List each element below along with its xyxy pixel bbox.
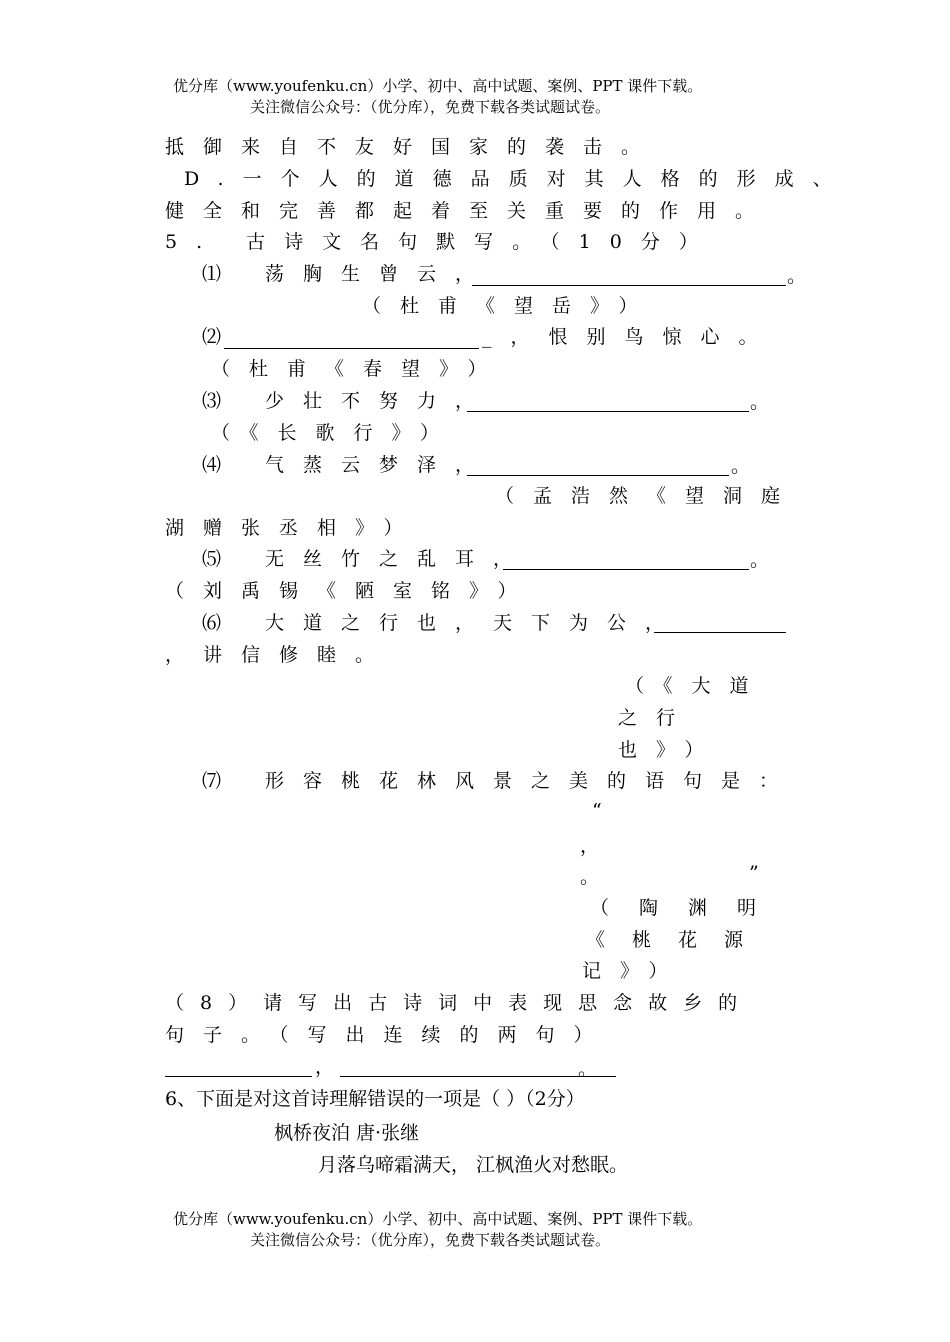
q6-title: 6、下面是对这首诗理解错误的一项是（ ）（2分） <box>165 1088 585 1110</box>
q5-item6-source-b: 之行 <box>618 707 695 729</box>
q5-item2-blank[interactable] <box>224 348 479 349</box>
q5-item8-blank-2[interactable] <box>340 1076 616 1077</box>
q5-item4-text: ⑷ 气蒸云梦泽， <box>202 454 494 476</box>
q4-option-c-end: 抵御来自不友好国家的袭击。 <box>165 136 660 158</box>
header-line-2: 关注微信公众号：（优分库），免费下载各类试题试卷。 <box>250 98 611 116</box>
q5-item7-source-c: 记》） <box>582 960 687 982</box>
q5-item3-end: 。 <box>750 391 770 413</box>
q5-item1-blank[interactable] <box>472 285 786 286</box>
q5-item2-text: _，恨别鸟惊心。 <box>482 326 777 348</box>
q5-item7-source-a: （陶渊明 <box>590 897 787 919</box>
q5-item3-blank[interactable] <box>467 411 749 412</box>
q5-item1-end: 。 <box>787 265 807 287</box>
q5-item7-close-quote: ” <box>749 862 759 884</box>
q5-item7-period: 。 <box>580 866 600 888</box>
q5-item7-source-b: 《桃花源 <box>586 929 771 951</box>
q5-item7-comma: ， <box>580 835 600 857</box>
q5-item7-open-quote: “ <box>592 800 602 822</box>
q5-item6-source-c: 也》） <box>618 739 723 761</box>
q5-item5-text: ⑸ 无丝竹之乱耳， <box>202 548 532 570</box>
q5-item5-blank[interactable] <box>503 569 749 570</box>
q5-item6-source-a: （《大道 <box>625 675 768 697</box>
q5-item4-source-b: 湖赠张丞相》） <box>165 517 422 539</box>
q5-item2-num: ⑵ <box>202 326 222 348</box>
q5-item4-end: 。 <box>731 455 751 477</box>
q4-option-d-line1: D.一个人的道德品质对其人格的形成、 <box>184 168 851 190</box>
q5-item8-end: 。 <box>578 1058 598 1080</box>
q5-item7-text: ⑺ 形容桃花林风景之美的语句是： <box>202 770 798 792</box>
header-line-1: 优分库（www.youfenku.cn）小学、初中、高中试题、案例、PPT 课件下载。 <box>173 77 703 95</box>
q5-item5-end: 。 <box>750 549 770 571</box>
q5-item6-text: ⑹ 大道之行也，天下为公， <box>202 612 684 634</box>
q5-item6-blank[interactable] <box>654 632 786 633</box>
q5-item2-source: （杜甫《春望》） <box>211 358 506 380</box>
q5-item8-line1: （8）请写出古诗词中表现思念故乡的 <box>165 992 754 1014</box>
q5-item8-line2: 句子。（写出连续的两句） <box>165 1024 612 1046</box>
q4-option-d-line2: 健全和完善都起着至关重要的作用。 <box>165 200 774 222</box>
q5-title: 5. 古诗文名句默写。（10分） <box>165 231 717 253</box>
q6-poem-line1: 月落乌啼霜满天， 江枫渔火对愁眠。 <box>318 1154 629 1176</box>
q5-item8-blank-1[interactable] <box>165 1076 312 1077</box>
q5-item3-source: （《长歌行》） <box>211 422 459 444</box>
q6-poem-title: 枫桥夜泊 唐·张继 <box>274 1122 420 1144</box>
footer-line-2: 关注微信公众号：（优分库），免费下载各类试题试卷。 <box>250 1231 611 1249</box>
q5-item4-source-a: （孟浩然《望洞庭 <box>495 485 800 507</box>
footer-line-1: 优分库（www.youfenku.cn）小学、初中、高中试题、案例、PPT 课件下载。 <box>173 1210 703 1228</box>
q5-item3-text: ⑶ 少壮不努力， <box>202 390 494 412</box>
q5-item6-text2: ，讲信修睦。 <box>165 644 394 666</box>
q5-item5-source: （刘禹锡《陋室铭》） <box>165 580 536 602</box>
q5-item1-text: ⑴ 荡胸生曾云， <box>202 263 494 285</box>
q5-item4-blank[interactable] <box>467 475 729 476</box>
q5-item8-comma: ， <box>315 1056 335 1078</box>
q5-item1-source: （杜甫《望岳》） <box>362 295 657 317</box>
